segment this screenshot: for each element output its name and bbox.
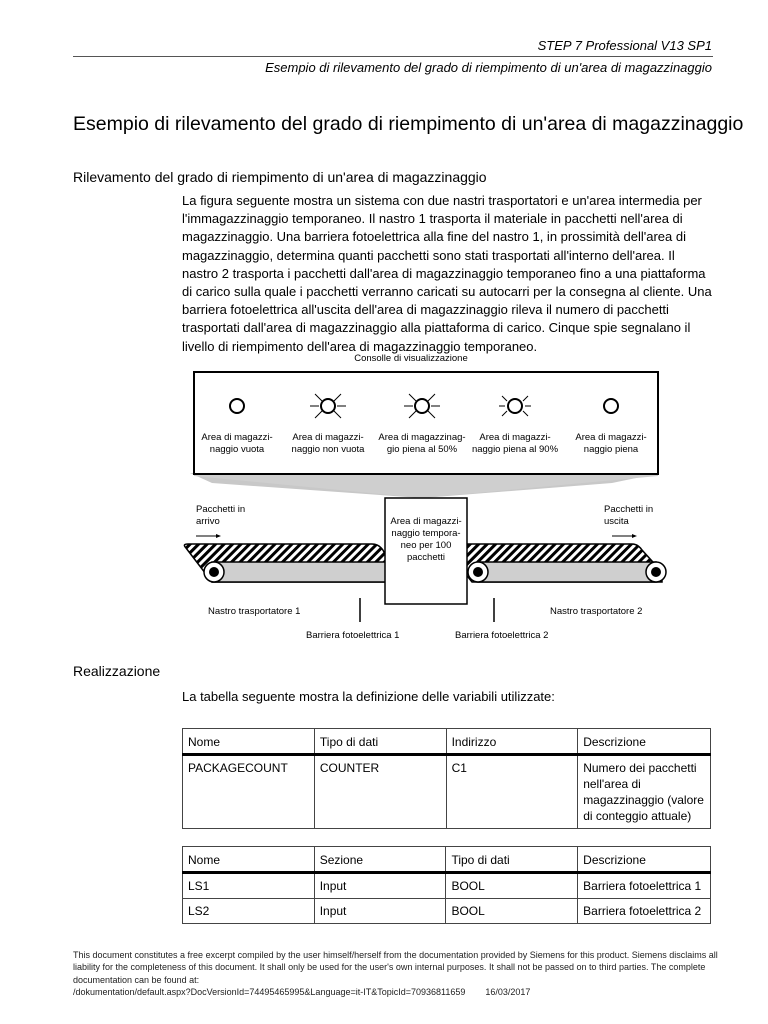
- table-cell: C1: [446, 755, 578, 829]
- table-cell: LS1: [183, 873, 315, 899]
- table-cell: PACKAGECOUNT: [183, 755, 315, 829]
- table-cell: BOOL: [446, 873, 578, 899]
- svg-text:neo per 100: neo per 100: [400, 540, 452, 551]
- table-row: [183, 755, 711, 829]
- barrier-1-label: Barriera fotoelettrica 1: [306, 630, 400, 641]
- page-title: Esempio di rilevamento del grado di riempimento di un'area di magazzinaggio: [73, 113, 744, 135]
- column-header: Descrizione: [578, 729, 711, 755]
- incoming-label: Pacchetti in: [196, 504, 246, 515]
- temporary-storage-area: [385, 498, 467, 604]
- table-intro: La tabella seguente mostra la definizione delle variabili utilizzate:: [182, 689, 555, 704]
- arrow-right-icon: [612, 534, 637, 538]
- column-header: Indirizzo: [446, 729, 578, 755]
- section-heading-implementation: Realizzazione: [73, 663, 161, 679]
- header-rule: [73, 56, 713, 57]
- svg-text:naggio non vuota: naggio non vuota: [291, 444, 365, 455]
- svg-text:Area di magazzi-: Area di magazzi-: [390, 516, 462, 527]
- lamp-off-icon: [230, 399, 244, 413]
- column-header: Descrizione: [578, 847, 711, 873]
- table-row: [183, 899, 711, 924]
- conveyor-belt-2: [464, 544, 666, 582]
- svg-text:naggio tempora-: naggio tempora-: [391, 528, 461, 539]
- svg-text:naggio piena al 90%: naggio piena al 90%: [471, 444, 559, 455]
- table-cell: COUNTER: [314, 755, 446, 829]
- svg-text:naggio vuota: naggio vuota: [209, 444, 265, 455]
- svg-text:arrivo: arrivo: [196, 516, 220, 527]
- variable-table-counter: [182, 728, 711, 829]
- footer-disclaimer: This document constitutes a free excerpt compiled by the user himself/herself from the documentation provided by Siemens for this product. Siemens disclaims all liability for the completeness of this document. It shall only be used for the user's own internal purposes. It shall not be passed on to third parties. The complete documentation can be found at:: [73, 950, 718, 985]
- running-header-product: STEP 7 Professional V13 SP1: [537, 38, 712, 53]
- conveyor-1-label: Nastro trasportatore 1: [208, 606, 301, 617]
- column-header: Nome: [183, 847, 315, 873]
- system-diagram: [172, 348, 672, 648]
- outgoing-label: Pacchetti in: [604, 504, 654, 515]
- documentation-link[interactable]: /dokumentation/default.aspx?DocVersionId=74495465995&Language=it-IT&TopicId=70936811659: [73, 986, 466, 997]
- conveyor-2-label: Nastro trasportatore 2: [550, 606, 643, 617]
- table-cell: Numero dei pacchetti nell'area di magazzinaggio (valore di conteggio attuale): [578, 755, 711, 829]
- svg-text:Area di magazzi-: Area di magazzi-: [479, 432, 551, 443]
- table-cell: LS2: [183, 899, 315, 924]
- column-header: Tipo di dati: [314, 729, 446, 755]
- svg-text:Area di magazzi-: Area di magazzi-: [201, 432, 273, 443]
- column-header: Tipo di dati: [446, 847, 578, 873]
- console-title: Consolle di visualizzazione: [354, 353, 468, 364]
- svg-text:uscita: uscita: [604, 516, 629, 527]
- lamp-off-icon: [604, 399, 618, 413]
- footer-date: 16/03/2017: [485, 986, 531, 997]
- page-footer: [73, 949, 723, 998]
- description-paragraph: La figura seguente mostra un sistema con due nastri trasportatori e un'area intermedia per l'immagazzinaggio temporaneo. Il nastro 1 trasporta il materiale in pacchetti nell'area di magazzinaggio. Una barriera fotoelettrica alla fine del nastro 1, in prossimità dell'area di magazzinaggio, determina quanti pacchetti sono stati trasportati all'interno dell'area. Il nastro 2 trasporta i pacchetti dall'area di magazzinaggio temporaneo fino a una piattaforma di carico sulla quale i pacchetti verranno caricati su autocarri per la consegna al cliente. Una barriera fotoelettrica all'uscita dell'area di magazzinaggio rileva il numero di pacchetti trasportati dall'area di magazzinaggio alla piattaforma di carico. Cinque spie segnalano il livello di riempimento dell'area di magazzinaggio temporaneo.: [182, 193, 712, 354]
- table-cell: Input: [314, 899, 446, 924]
- display-console: [194, 372, 658, 474]
- table-cell: Barriera fotoelettrica 1: [578, 873, 711, 899]
- table-header-row: [183, 729, 711, 755]
- svg-text:Area di magazzi-: Area di magazzi-: [575, 432, 647, 443]
- table-cell: Input: [314, 873, 446, 899]
- svg-text:Area di magazzi-: Area di magazzi-: [292, 432, 364, 443]
- section-heading-detection: Rilevamento del grado di riempimento di un'area di magazzinaggio: [73, 169, 487, 185]
- table-row: [183, 873, 711, 899]
- svg-text:Area di magazzinag-: Area di magazzinag-: [378, 432, 466, 443]
- variable-table-inputs: [182, 846, 711, 924]
- svg-text:pacchetti: pacchetti: [406, 552, 446, 563]
- conveyor-belt-1: [184, 544, 388, 582]
- svg-text:naggio piena: naggio piena: [583, 444, 639, 455]
- running-header-topic: Esempio di rilevamento del grado di riempimento di un'area di magazzinaggio: [265, 60, 712, 75]
- svg-text:gio piena al 50%: gio piena al 50%: [386, 444, 458, 455]
- table-cell: Barriera fotoelettrica 2: [578, 899, 711, 924]
- column-header: Nome: [183, 729, 315, 755]
- arrow-right-icon: [196, 534, 221, 538]
- table-cell: BOOL: [446, 899, 578, 924]
- table-header-row: [183, 847, 711, 873]
- column-header: Sezione: [314, 847, 446, 873]
- barrier-2-label: Barriera fotoelettrica 2: [455, 630, 549, 641]
